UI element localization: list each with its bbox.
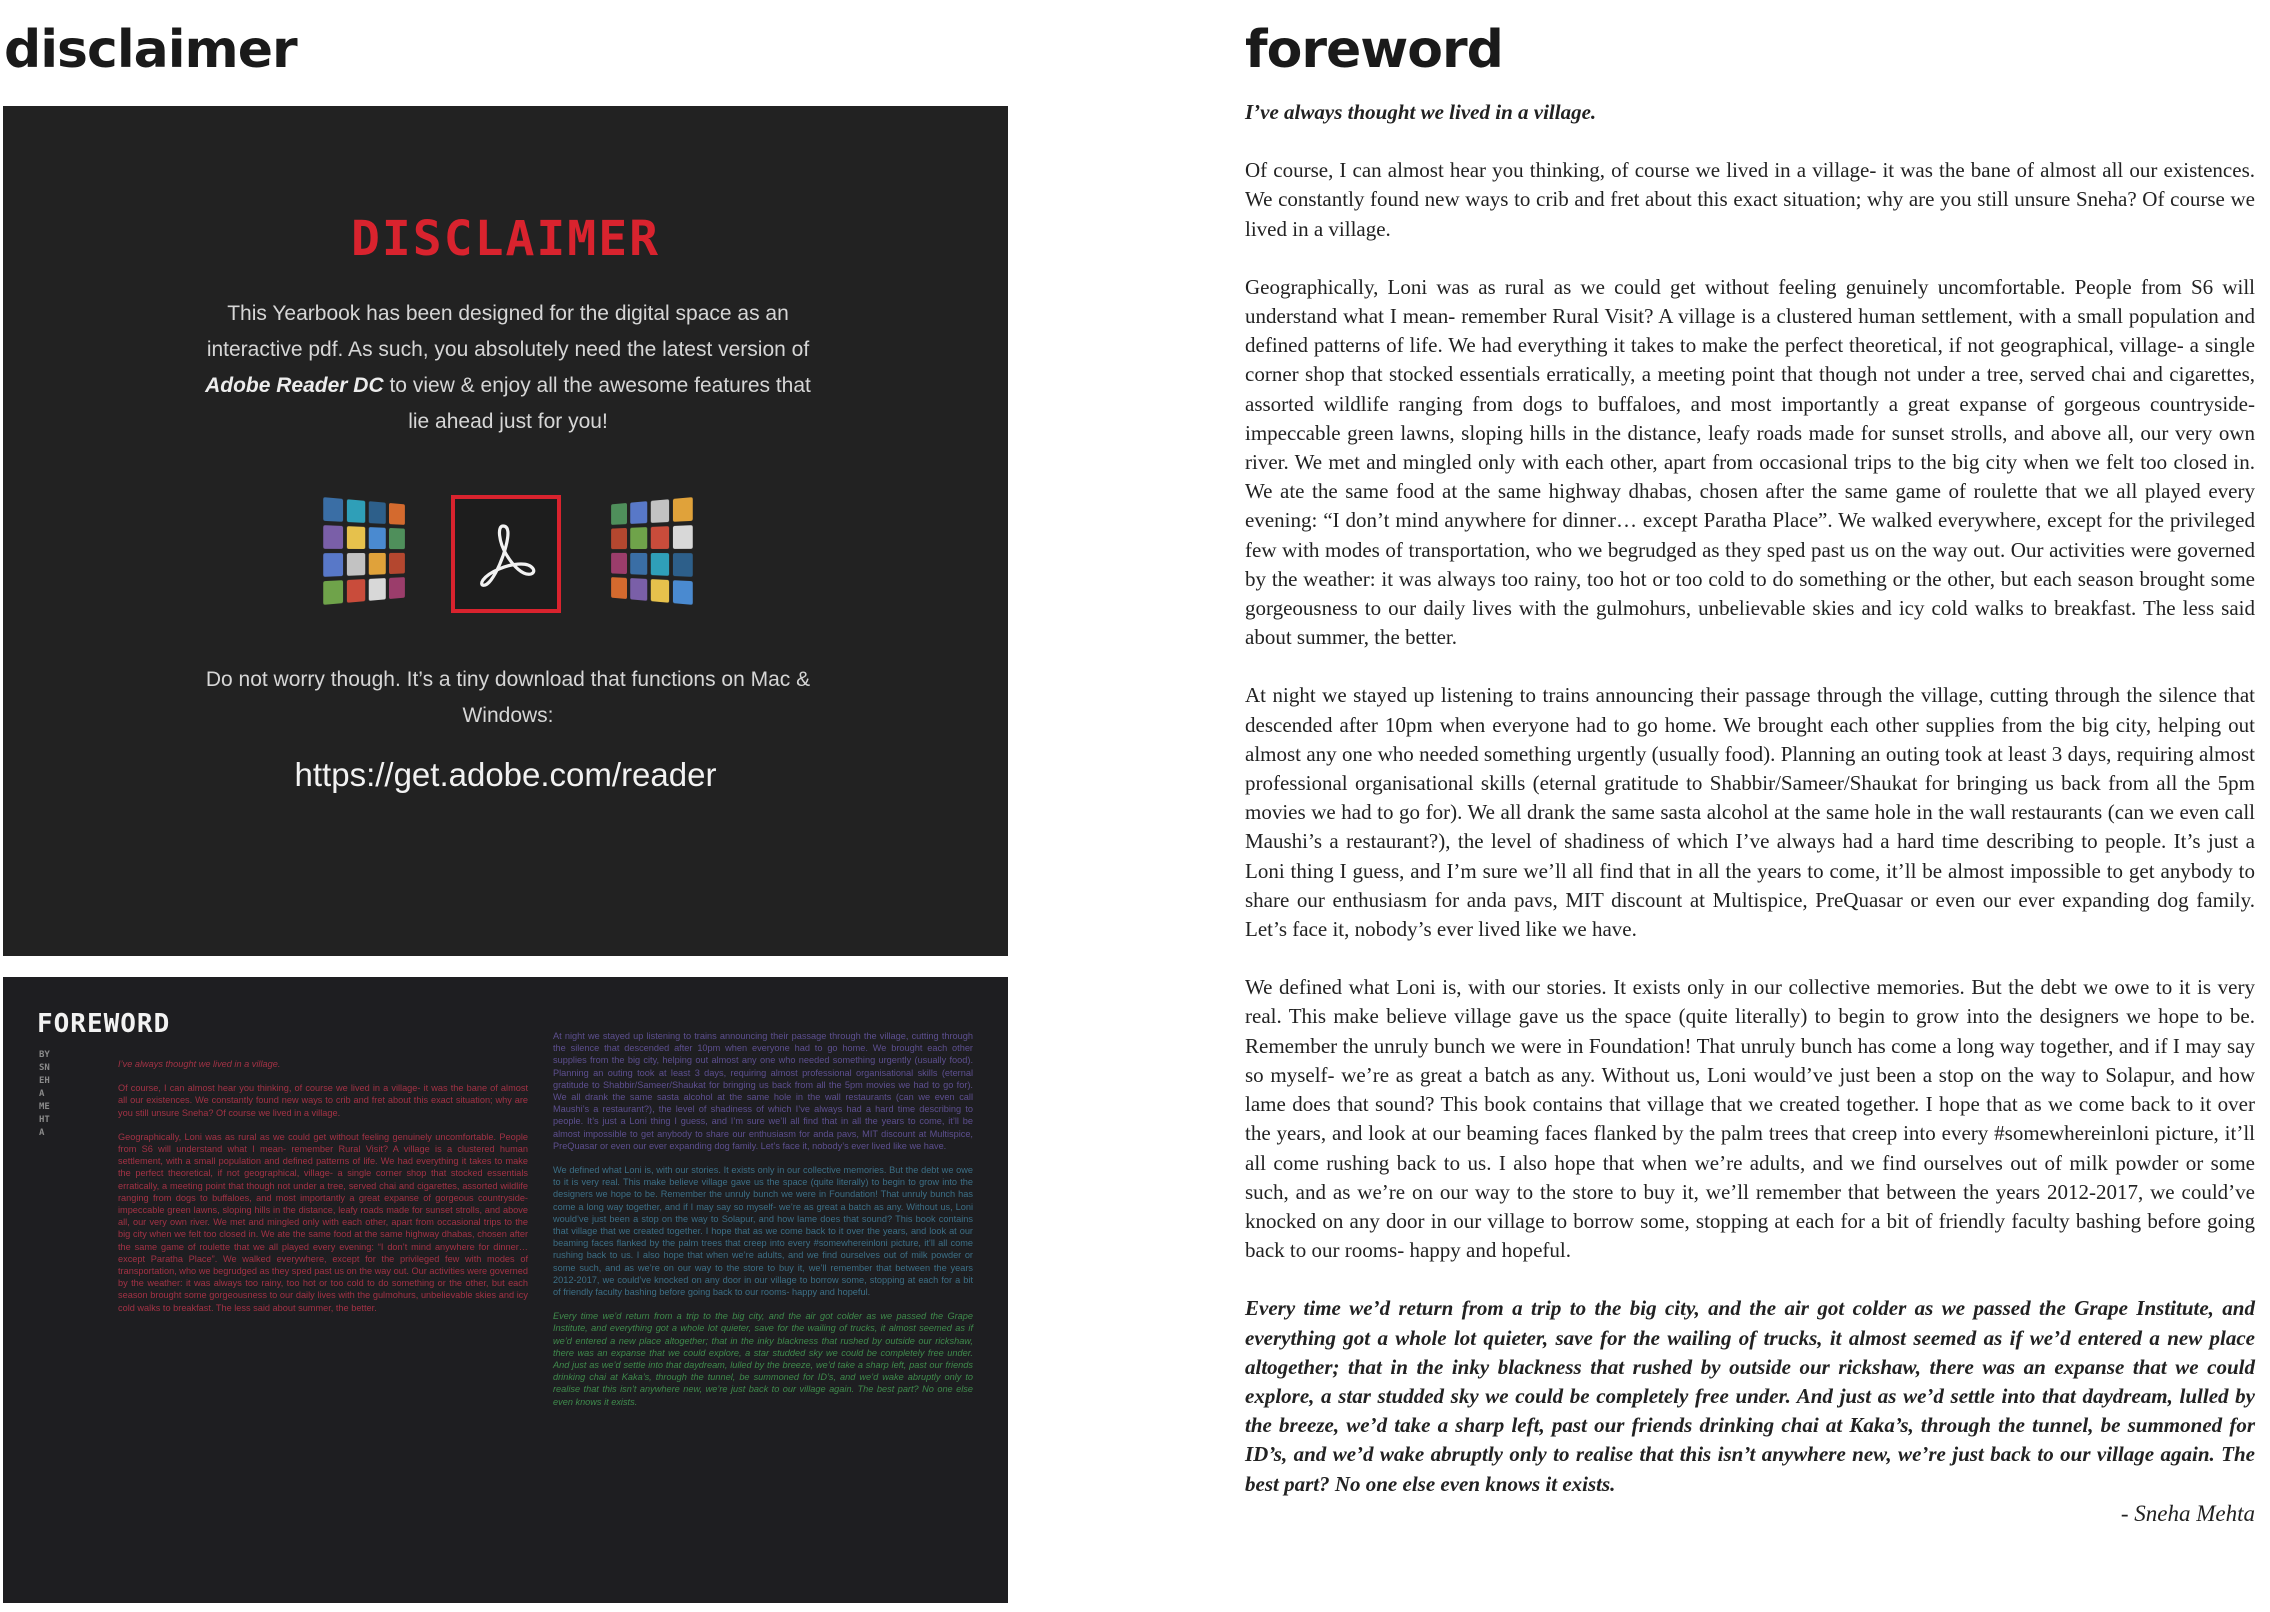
app-tile (347, 499, 365, 523)
app-tile (389, 503, 405, 525)
disclaimer-heading: disclaimer (4, 20, 297, 80)
app-tile (651, 526, 669, 549)
disclaimer-slide-note: Do not worry though. It’s a tiny download that functions on Mac & Windows: (205, 668, 811, 727)
slide-paragraph-3: At night we stayed up listening to trains announcing their passage through the village, cutting through the silence that descended after 10pm when everyone had to go home. We brought each other supplies from the big city, helping out almost any one who needed something urgently (usually food). Planning an outing took at least 3 days, requiring almost professional organisational skills (eternal gratitude to Shabbir/Sameer/Shaukat for bringing us back from all the 5pm movies we had to go for). We all drank the same sasta alcohol at the same hole in the wall restaurants (can we even call Maushi’s a restaurant?), the level of shadiness of which I’ve always had a hard time describing to people. It’s just a Loni thing I guess, and I’m sure we’ll all find that in all the years to come, it’ll be almost impossible to get anybody to share our enthusiasm for anda pavs, MIT discount at Multispice, PreQuasar or even our ever expanding dog family. Let’s face it, nobody’s ever lived like we have. (553, 1031, 973, 1151)
app-tile (347, 553, 365, 576)
app-tile (673, 553, 693, 577)
app-tile (323, 525, 343, 549)
foreword-paragraph-4: We defined what Loni is, with our stories. It exists only in our collective memories. But the debt we owe to it is very real. This make believe village gave us the space (quite literally) to begin to grow into the designers we hope to be. Remember the unruly bunch we were in Foundation! That unruly bunch has come a long way together, and if I may say so myself- we’re as great a batch as any. Without us, Loni would’ve just been a stop on the way to Solapur, and how lame does that sound? This book contains that village that we created together. I hope that as we come back to it over the years, and look at our beaming faces flanked by the palm trees that creep into every #somewhereinloni picture, it’ll all come rushing back to us. I also hope that when we’re adults, and we find ourselves out of milk powder or some such, and as we’re on our way to the store to buy it, we’ll remember that between the years 2012-2017, we could’ve knocked on any door in our village to borrow some, stopping at each for a bit of friendly faculty bashing before going back to our rooms- happy and hopeful. (1245, 975, 2255, 1263)
adobe-reader-graphic (313, 491, 703, 631)
app-tile (651, 553, 669, 576)
reader-download-link[interactable]: https://get.adobe.com/reader (294, 756, 717, 793)
app-tile (673, 580, 693, 605)
foreword-paragraph-3: At night we stayed up listening to trains announcing their passage through the village, cutting through the silence that descended after 10pm when everyone had to go home. We brought each other supplies from the big city, helping out almost any one who needed something urgently (usually food). Planning an outing took at least 3 days, requiring almost professional organisational skills (eternal gratitude to Shabbir/Sameer/Shaukat for bringing us back from all the 5pm movies we had to go for). We all drank the same sasta alcohol at the same hole in the wall restaurants (can we even call Maushi’s a restaurant?), the level of shadiness of which I’ve always had a hard time describing to people. It’s just a Loni thing I guess, and I’m sure we’ll all find that in all the years to come, it’ll be almost impossible to get anybody to share our enthusiasm for anda pavs, MIT discount at Multispice, PreQuasar or even our ever expanding dog family. Let’s face it, nobody’s ever lived like we have. (1245, 683, 2255, 942)
app-tile (651, 579, 669, 603)
slide-lead: I’ve always thought we lived in a village. (118, 1059, 281, 1069)
app-tile (673, 497, 693, 522)
foreword-slide-title: FOREWORD (37, 1009, 171, 1039)
app-tile (630, 501, 647, 524)
disclaimer-body-end: to view & enjoy all the awesome features that lie ahead just for you! (383, 374, 811, 433)
app-tiles-right (611, 497, 693, 605)
slide-paragraph-4: We defined what Loni is, with our stories. It exists only in our collective memories. But the debt we owe to it is very real. This make believe village gave us the space (quite literally) to begin to grow into the designers we hope to be. Remember the unruly bunch we were in Foundation! That unruly bunch has come a long way together, and if I may say so myself- we’re as great a batch as any. Without us, Loni would’ve just been a stop on the way to Solapur, and how lame does that sound? This book contains that village that we created together. I hope that as we come back to it over the years, and look at our beaming faces flanked by the palm trees that creep into every #somewhereinloni picture, it’ll all come rushing back to us. I also hope that when we’re adults, and we find ourselves out of milk powder or some such, and as we’re on our way to the store to buy it, we’ll remember that between the years 2012-2017, we could’ve knocked on any door in our village to borrow some, stopping at each for a bit of friendly faculty bashing before going back to our rooms- happy and hopeful. (553, 1165, 973, 1298)
foreword-paragraph-1: Of course, I can almost hear you thinking, of course we lived in a village- it was the bane of almost all our existences. We constantly found new ways to crib and fret about this exact situation; why are you still unsure Sneha? Of course we lived in a village. (1245, 158, 2255, 241)
app-tile (611, 577, 627, 599)
app-tile (347, 579, 365, 603)
app-tile (651, 499, 669, 523)
disclaimer-slide-body (193, 296, 823, 440)
slide-closing: Every time we’d return from a trip to the big city, and the air got colder as we passed the Grape Institute, and everything got a whole lot quieter, save for the wailing of trucks, it almost seemed as if we’d entered a new place altogether; that in the inky blackness that rushed by outside our rickshaw, there was an expanse that we could explore, a star studded sky we could be completely free under. And just as we’d settle into that daydream, lulled by the breeze, we’d take a sharp left, past our friends drinking chai at Kaka’s, through the tunnel, be summoned for ID’s, and we’d wake abruptly only to realise that this isn’t anywhere new, we’re just back to our village again. The best part? No one else even knows it exists. (553, 1311, 973, 1407)
foreword-signature: - Sneha Mehta (2120, 1500, 2255, 1526)
app-tiles-left (323, 497, 405, 605)
foreword-paragraph-2: Geographically, Loni was as rural as we could get without feeling genuinely uncomfortable. People from S6 will understand what I mean- remember Rural Visit? A village is a clustered human settlement, with a small population and defined patterns of life. We had everything it takes to make the perfect theoretical, if not geographical, village- a single corner shop that stocked essentials erratically, a meeting point that though not under a tree, served chai and cigarettes, assorted wildlife ranging from dogs to buffaloes, and most importantly a great expanse of gorgeous countryside- impeccable green lawns, sloping hills in the distance, leafy roads made for sunset strolls, and above all, our very own river. We met and mingled only with each other, apart from occasional trips to the big city when we felt too closed in. We ate the same food at the same highway dhabas, chosen after the same game of roulette that we all played every evening: “I don’t mind anywhere for dinner… except Paratha Place”. We walked everywhere, except for the privileged few with modes of transportation, who we begrudged as they sped past us on the way out. Our activities were governed by the weather: it was always too rainy, too hot or too cold to do something or the other, but each season brought some gorgeousness to our daily lives with the gulmohurs, unbelievable skies and icy cold walks to breakfast. The less said about summer, the better. (1245, 274, 2255, 650)
slide-paragraph-1: Of course, I can almost hear you thinking, of course we lived in a village- it was the bane of almost all our existences. We constantly found new ways to crib and fret about this exact situation; why are you still unsure Sneha? Of course we lived in a village. (118, 1083, 528, 1118)
disclaimer-app-name: Adobe Reader DC (205, 374, 384, 397)
adobe-reader-icon (451, 495, 561, 613)
foreword-closing: Every time we’d return from a trip to the big city, and the air got colder as we passed the Grape Institute, and everything got a whole lot quieter, save for the wailing of trucks, it almost seemed as if we’d entered a new place altogether; that in the inky blackness that rushed by outside our rickshaw, there was an expanse that we could explore, a star studded sky we could be completely free under. And just as we’d settle into that daydream, lulled by the breeze, we’d take a sharp left, past our friends drinking chai at Kaka’s, through the tunnel, be summoned for ID’s, and we’d wake abruptly only to realise that this isn’t anywhere new, we’re just back to our village again. The best part? No one else even knows it exists. (1245, 1296, 2255, 1496)
app-tile (611, 528, 627, 549)
app-tile (369, 527, 386, 549)
app-tile (369, 578, 386, 601)
app-tile (369, 553, 386, 575)
app-tile (369, 501, 386, 524)
foreword-text (1245, 98, 2255, 1528)
foreword-slide-column-right (553, 1030, 973, 1420)
foreword-lead: I’ve always thought we lived in a village. (1245, 100, 1597, 124)
app-tile (611, 553, 627, 574)
disclaimer-slide (3, 106, 1008, 956)
app-tile (611, 503, 627, 525)
slide-paragraph-2: Geographically, Loni was as rural as we could get without feeling genuinely uncomfortable. People from S6 will understand what I mean- remember Rural Visit? A village is a clustered human settlement, with a small population and defined patterns of life. We had everything it takes to make the perfect theoretical, if not geographical, village- a single corner shop that stocked essentials erratically, a meeting point that though not under a tree, served chai and cigarettes, assorted wildlife ranging from dogs to buffaloes, and most importantly a great expanse of gorgeous countryside- impeccable green lawns, sloping hills in the distance, leafy roads made for sunset strolls, and above all, our very own river. We met and mingled only with each other, apart from occasional trips to the big city when we felt too closed in. We ate the same food at the same highway dhabas, chosen after the same game of roulette that we all played every evening: “I don’t mind anywhere for dinner… except Paratha Place”. We walked everywhere, except for the privileged few with modes of transportation, who we begrudged as they sped past us on the way out. Our activities were governed by the weather: it was always too rainy, too hot or too cold to do something or the other, but each season brought some gorgeousness to our daily lives with the gulmohurs, unbelievable skies and icy cold walks to breakfast. The less said about summer, the better. (118, 1131, 528, 1313)
disclaimer-body-start: This Yearbook has been designed for the digital space as an interactive pdf. As such, you absolutely need the latest version of (206, 302, 810, 361)
app-tile (323, 497, 343, 522)
app-tile (630, 553, 647, 575)
app-tile (389, 577, 405, 599)
app-tile (323, 580, 343, 605)
app-tile (630, 578, 647, 601)
app-tile (389, 553, 405, 574)
foreword-heading: foreword (1245, 20, 1503, 80)
foreword-slide (3, 977, 1008, 1603)
disclaimer-slide-title: DISCLAIMER (351, 211, 660, 267)
foreword-slide-column-left (118, 1058, 528, 1326)
app-tile (323, 553, 343, 577)
app-tile (389, 528, 405, 549)
app-tile (630, 527, 647, 549)
foreword-slide-byline: BY SNEHA MEHTA (39, 1050, 50, 1138)
app-tile (673, 525, 693, 549)
app-tile (347, 526, 365, 549)
